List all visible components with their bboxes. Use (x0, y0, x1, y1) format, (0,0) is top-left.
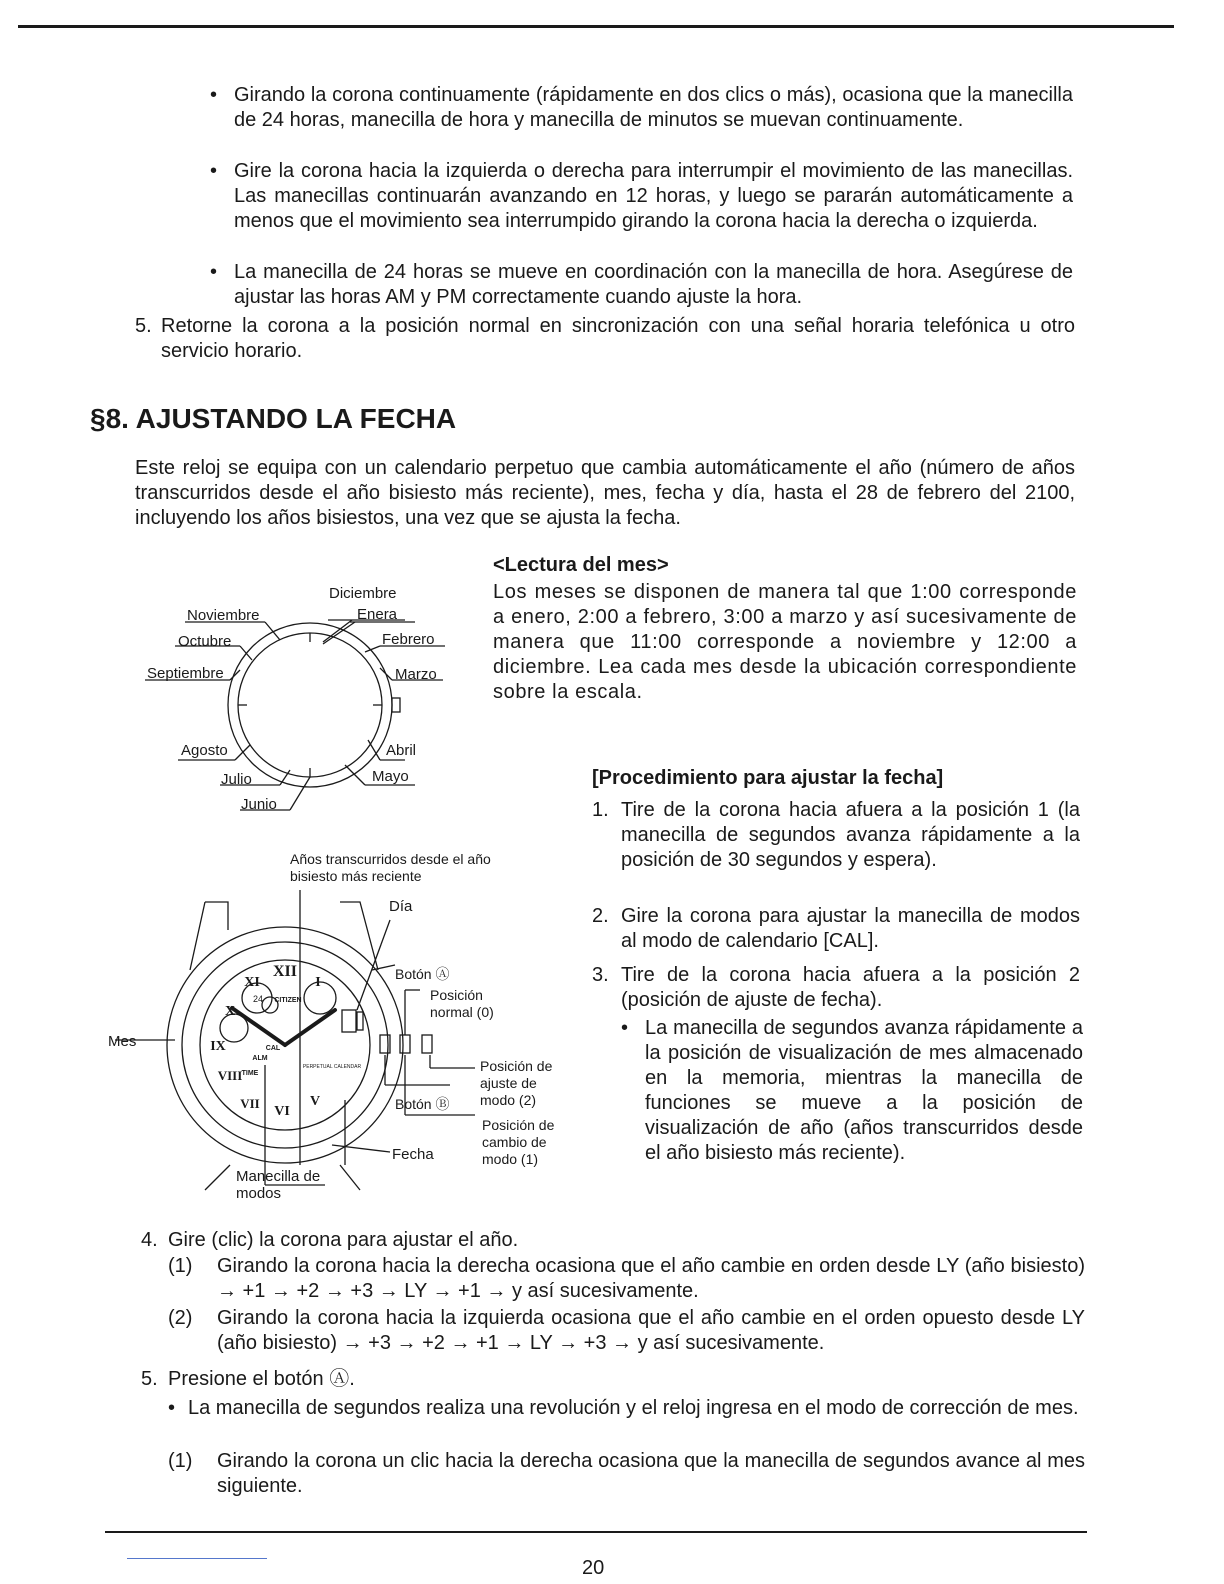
bullet-text: Girando la corona continuamente (rápidamente en dos clics o más), ocasiona que la manecilla de 24 horas, manecilla de hora y manecilla de minutos se muevan continuamente. (234, 84, 1073, 131)
label-junio: Junio (241, 796, 277, 813)
numeral-xii: XII (272, 963, 298, 980)
subdial-24-label: 24 (252, 994, 264, 1004)
crown-pos (422, 1035, 432, 1053)
step-4 (141, 1228, 1081, 1253)
step-5-sub (168, 1449, 1085, 1499)
label-julio: Julio (221, 771, 252, 788)
bullet-dot: • (210, 160, 218, 182)
procedure-step (592, 963, 1080, 1013)
label-enera: Enera (357, 606, 398, 623)
sub-text: Girando la corona hacia la derecha ocasiona que el año cambie en orden desde LY (año bisiesto) → +1 → +2 → +3 → LY → +1 → y así sucesivamente. (217, 1255, 1085, 1302)
leader-line (265, 622, 280, 640)
section-intro: Este reloj se equipa con un calendario perpetuo que cambia automáticamente el año (número de años transcurridos desde el año bisiesto más reciente), mes, fecha y día, hasta el 28 de febrero del 2100, incluyendo los años bisiestos, una vez que se ajusta la fecha. (135, 457, 1075, 529)
label-posicion-cambio: Posición de cambio de modo (1) (482, 1117, 555, 1167)
step-number: 1. (592, 799, 609, 821)
step-5-top (135, 314, 1075, 364)
page-number: 20 (582, 1557, 605, 1579)
sub-number: (1) (168, 1255, 193, 1277)
label-posicion-ajuste: Posición de ajuste de modo (2) (480, 1058, 553, 1108)
month-reading-heading: <Lectura del mes> (493, 554, 669, 576)
label-years: Años transcurridos desde el año bisiesto más reciente (290, 851, 491, 884)
bullet-dot: • (621, 1017, 629, 1039)
label-dia: Día (389, 898, 413, 915)
step-text: Retorne la corona a la posición normal en sincronización con una señal horaria telefónica u otro servicio horario. (161, 315, 1075, 362)
bullet-text: La manecilla de segundos realiza una revolución y el reloj ingresa en el modo de corrección de mes. (188, 1397, 1079, 1419)
bullet-item (210, 260, 1073, 310)
step-number: 5. (141, 1368, 158, 1390)
label-octubre: Octubre (178, 633, 232, 650)
numeral-ix: IX (210, 1039, 226, 1054)
crown-pos (400, 1035, 410, 1053)
brand-text: CITIZEN (274, 997, 302, 1004)
dial-inner-ring (238, 633, 382, 777)
step-text: Gire (clic) la corona para ajustar el año. (168, 1229, 519, 1251)
calendar-text: PERPETUAL CALENDAR (302, 1064, 362, 1070)
label-boton-b: Botón Ⓑ (395, 1096, 450, 1112)
label-manecilla-modos: Manecilla de modos (236, 1168, 321, 1202)
step-number: 4. (141, 1229, 158, 1251)
lug (205, 1165, 230, 1190)
watch-diagram (110, 890, 510, 1210)
lug (205, 902, 228, 930)
bullet-item (210, 159, 1073, 234)
sub-text: Girando la corona hacia la izquierda ocasiona que el año cambie en el orden opuesto desde LY (año bisiesto) → +3 → +2 → +1 → LY → +3 → y así sucesivamente. (217, 1307, 1085, 1354)
time-text: TIME (241, 1070, 259, 1077)
section-title: §8. AJUSTANDO LA FECHA (90, 403, 457, 434)
step-4-sub (168, 1254, 1085, 1304)
label-mes: Mes (108, 1033, 137, 1050)
bullet-text: La manecilla de 24 horas se mueve en coordinación con la manecilla de hora. Asegúrese de ajustar las horas AM y PM correctamente cuando ajuste la hora. (234, 261, 1073, 308)
top-rule (18, 25, 1174, 28)
bullet-text: La manecilla de segundos avanza rápidamente a la posición de visualización de mes almacenado en la memoria, mientras la manecilla de funciones se mueve a la posición de visualización de año (años transcurridos desde el año bisiesto más reciente). (645, 1017, 1083, 1164)
step-number: 2. (592, 905, 609, 927)
label-noviembre: Noviembre (187, 607, 260, 624)
numeral-i: I (315, 975, 321, 990)
label-marzo: Marzo (395, 666, 437, 683)
leader-line (380, 668, 392, 680)
step-5 (141, 1367, 1081, 1392)
label-diciembre: Diciembre (329, 585, 397, 602)
procedure-step (592, 798, 1080, 873)
bullet-text: Gire la corona hacia la izquierda o derecha para interrumpir el movimiento de las manecillas. Las manecillas continuarán avanzando en 12 horas, y luego se pararán automáticamente a menos que el movimiento sea interrumpido girando la corona hacia la derecha o izquierda. (234, 160, 1073, 232)
label-agosto: Agosto (181, 742, 228, 759)
month-reading-text: Los meses se disponen de manera tal que 1:00 corresponde a enero, 2:00 a febrero, 3:00 a marzo y así sucesivamente de manera que 11:00 corresponde a noviembre y 12:00 a diciembre. Lea cada mes desde la ubicación correspondiente sobre la escala. (493, 581, 1077, 703)
leader-line (290, 777, 310, 810)
leader-boton-a (372, 965, 395, 970)
numeral-vi: VI (274, 1104, 290, 1119)
label-boton-a: Botón Ⓐ (395, 966, 450, 982)
leader-dia (357, 920, 390, 1010)
bullet-dot: • (168, 1397, 176, 1419)
button-a (342, 1010, 356, 1032)
sub-number: (2) (168, 1307, 193, 1329)
bullet-dot: • (210, 261, 218, 283)
label-mayo: Mayo (372, 768, 409, 785)
label-posicion-normal: Posición normal (0) (430, 987, 494, 1020)
sub-text: Girando la corona un clic hacia la derecha ocasiona que la manecilla de segundos avance al mes siguiente. (217, 1450, 1085, 1497)
bullet-item (210, 83, 1073, 133)
step-text: Tire de la corona hacia afuera a la posición 1 (la manecilla de segundos avanza rápidamente a la posición de 30 segundos y espera). (621, 799, 1080, 871)
numeral-v: V (309, 1094, 321, 1109)
step-number: 5. (135, 315, 152, 337)
crown (392, 698, 400, 712)
sub-number: (1) (168, 1450, 193, 1472)
step-number: 3. (592, 964, 609, 986)
label-septiembre: Septiembre (147, 665, 224, 682)
step-text: Gire la corona para ajustar la manecilla de modos al modo de calendario [CAL]. (621, 905, 1080, 952)
label-febrero: Febrero (382, 631, 435, 648)
procedure-step (592, 904, 1080, 954)
numeral-x: X (224, 1004, 236, 1019)
numeral-vii: VII (240, 1096, 260, 1111)
crown-0 (357, 1012, 363, 1030)
step-text: Presione el botón Ⓐ. (168, 1368, 355, 1390)
label-abril: Abril (386, 742, 417, 759)
step-4-sub (168, 1306, 1085, 1356)
dial-outer-ring (228, 623, 392, 787)
bottom-rule (105, 1531, 1087, 1533)
step-5-bullet (168, 1396, 1085, 1421)
numeral-viii: VIII (217, 1068, 243, 1083)
procedure-bullet (621, 1016, 1083, 1166)
step-text: Tire de la corona hacia afuera a la posición 2 (posición de ajuste de fecha). (621, 964, 1080, 1011)
cal-text: CAL (265, 1045, 281, 1052)
bullet-dot: • (210, 84, 218, 106)
footer-blue-line (127, 1558, 267, 1559)
procedure-heading: [Procedimiento para ajustar la fecha] (592, 767, 944, 789)
minute-hand (285, 1010, 335, 1045)
label-years-line1 (290, 851, 530, 885)
lug (340, 1165, 360, 1190)
label-fecha: Fecha (392, 1146, 434, 1163)
alm-text: ALM (252, 1055, 268, 1062)
numeral-xi: XI (244, 975, 260, 990)
lug (340, 902, 378, 970)
